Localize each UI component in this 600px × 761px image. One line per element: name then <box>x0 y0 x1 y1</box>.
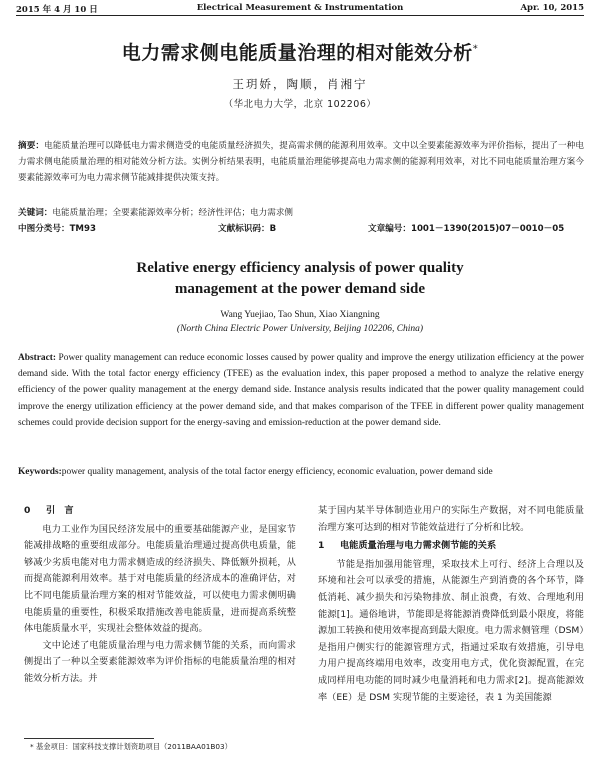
right-column <box>318 503 584 706</box>
chinese-abstract-label: 摘要： <box>18 141 45 151</box>
chinese-keywords <box>18 206 584 220</box>
classification-line <box>18 222 584 236</box>
header-date: 2015 年 4 月 10 日 <box>16 5 98 15</box>
funding-footnote: * 基金项目：国家科技支撑计划资助项目（2011BAA01B03） <box>30 742 232 751</box>
running-header <box>16 2 584 16</box>
section-1-paragraph: 节能是指加强用能管理，采取技术上可行、经济上合理以及环境和社会可以承受的措施，从能源生产到消费的各个环节，降低消耗、减少损失和污染物排放、制止浪费，有效、合理地利用能源[1]。通俗地讲，节能即是将能源消费降低到最小限度，将能源加工转换和使用效率提高到最大限度。电力需求侧管理（DSM）是指用户侧实行的能源管理方式，指通过采取有效措施，引导电力用户提高终端用电效率，改变用电方式，优化资源配置，在完成同样用电功能的同时减少电量消耗和电力需求[2]。提高能源效率（EE）是 DSM 实现节能的主要途径，表 1 为美国能源 <box>318 558 584 703</box>
chinese-keywords-text: 电能质量治理；全要素能源效率分析；经济性评估；电力需求侧 <box>52 208 294 218</box>
header-date-en: Apr. 10, 2015 <box>520 3 584 13</box>
class-number: 中图分类号：TM93 <box>18 224 96 234</box>
document-code: 文献标识码：B <box>218 224 277 234</box>
chinese-abstract <box>18 138 584 186</box>
english-abstract-text: Power quality management can reduce economic losses caused by power quality and improve the energy utilization efficiency at the power demand side. With the total factor energy efficiency (TFEE) as the evaluation index, this paper proposed a method to analyze the relative energy efficiency of the power quality management at the energy demand side. Instance analysis results indicated that the power quality management could improve the energy utilization efficiency at the power demand side, and that makes comparison of the TFEE in different power quality management schemes could provide decision support for the energy-saving and emission-reduction at the power demand side. <box>18 353 585 428</box>
english-keywords <box>18 464 584 480</box>
section-1-title: 电能质量治理与电力需求侧节能的关系 <box>340 540 497 552</box>
article-number: 文章编号：1001－1390(2015)07－0010－05 <box>368 224 565 234</box>
intro-paragraph-continued: 某于国内某半导体制造业用户的实际生产数据，对不同电能质量治理方案可达到的相对节能效益进行了分析和比较。 <box>318 505 584 533</box>
english-abstract <box>18 350 584 431</box>
intro-paragraph-2: 文中论述了电能质量治理与电力需求侧节能的关系，而向需求侧提出了一种以全要素能源效率为评价指标的电能质量治理的相对能效分析方法。并 <box>24 639 296 684</box>
title-footnote-mark: * <box>472 43 479 55</box>
header-journal: Electrical Measurement & Instrumentation <box>196 3 404 13</box>
chinese-title <box>0 38 600 65</box>
english-title <box>0 258 600 300</box>
english-title-line1: Relative energy efficiency analysis of power quality <box>136 260 464 276</box>
chinese-affiliation: （华北电力大学，北京 102206） <box>223 99 377 110</box>
section-1-number: 1 <box>318 540 325 552</box>
chinese-authors: 王玥娇，陶顺，肖湘宁 <box>232 77 368 91</box>
section-0-number: 0 <box>24 505 31 516</box>
footnote-divider <box>24 738 154 739</box>
english-keywords-text: power quality management, analysis of the total factor energy efficiency, economic evaluation, power demand side <box>61 467 493 477</box>
english-title-line2: management at the power demand side <box>174 281 426 297</box>
chinese-title-text: 电力需求侧电能质量治理的相对能效分析 <box>121 42 473 64</box>
intro-paragraph-1: 电力工业作为国民经济发展中的重要基础能源产业，是国家节能减排战略的重要组成部分。电能质量治理通过提高供电质量，能够减少劣质电能对电力需求侧造成的经济损失、降低额外损耗，从而提高能源利用效率。基于对电能质量的经济成本的准确评估，对比不同电能质量治理方案的相对节能效益，可以使电力需求侧明确电能质量的重要性，积极采取措施改善电能质量，进而提高系统整体电能质量水平，实现社会整体效益的提高。 <box>24 523 296 635</box>
english-affiliation: (North China Electric Power University, Beijing 102206, China) <box>176 324 424 334</box>
section-0-heading <box>24 503 296 520</box>
english-keywords-label: Keywords: <box>18 467 62 477</box>
chinese-abstract-text: 电能质量治理可以降低电力需求侧造受的电能质量经济损失，提高需求侧的能源利用效率。文中以全要素能源效率为评价指标，提出了一种电力需求侧电能质量治理的相对能效分析方法。实例分析结果表明，电能质量治理能够提高电力需求侧的能源利用效率，对比不同电能质量治理方案今要素能源效率可为电力需求侧节能减排提供决策支持。 <box>18 141 584 183</box>
left-column <box>24 503 296 688</box>
english-authors: Wang Yuejiao, Tao Shun, Xiao Xiangning <box>220 310 380 320</box>
english-abstract-label: Abstract: <box>18 353 57 363</box>
section-1-heading <box>318 538 584 555</box>
section-0-title: 引 言 <box>46 505 74 516</box>
chinese-keywords-label: 关键词： <box>18 208 53 218</box>
